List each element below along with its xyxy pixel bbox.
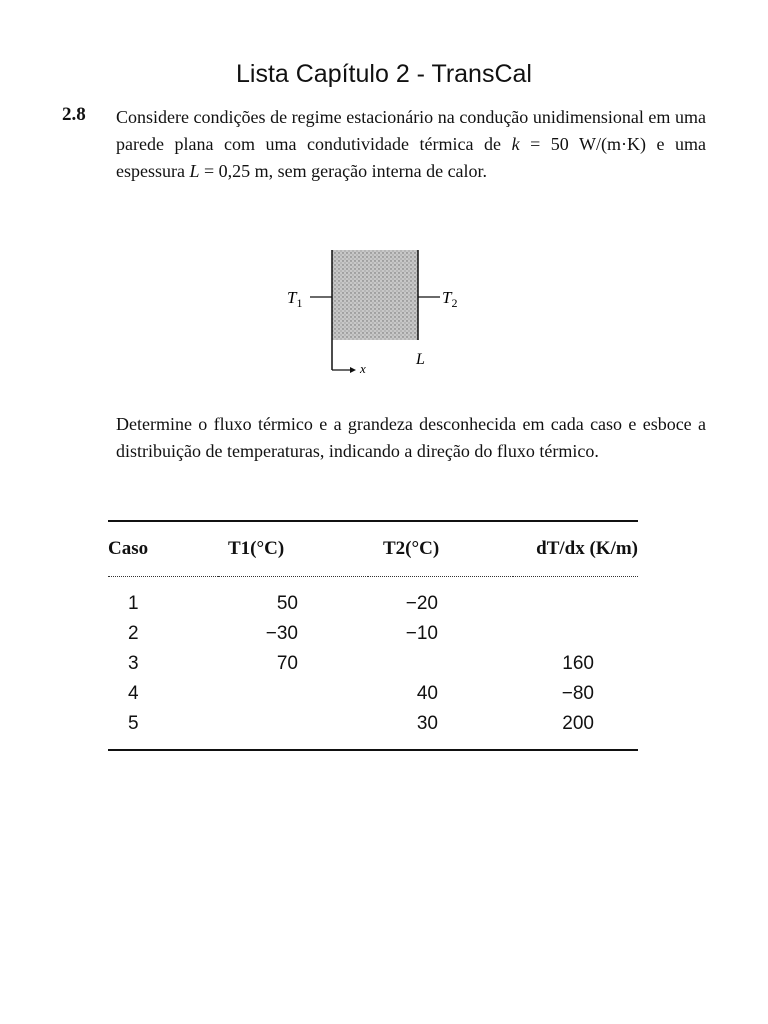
cell-gradient bbox=[513, 619, 638, 649]
page-title: Lista Capítulo 2 - TransCal bbox=[236, 60, 532, 88]
table-row bbox=[108, 679, 638, 709]
t2-subscript: 2 bbox=[451, 296, 458, 310]
table-row bbox=[108, 649, 638, 679]
L-value: = 0,25 m, sem geração interna de calor. bbox=[199, 161, 488, 181]
table-row bbox=[108, 577, 638, 620]
cell-gradient: −80 bbox=[561, 683, 594, 704]
header-t2: T2(°C) bbox=[368, 521, 513, 577]
cell-t1: −30 bbox=[265, 623, 298, 644]
t1-label bbox=[287, 288, 302, 310]
t2-label bbox=[442, 288, 457, 310]
header-t1: T1(°C) bbox=[218, 521, 368, 577]
cell-caso: 3 bbox=[128, 653, 139, 674]
cell-t2: 40 bbox=[416, 683, 438, 704]
x-axis-arrowhead bbox=[350, 367, 356, 373]
cell-t1: 50 bbox=[276, 593, 298, 614]
cases-table bbox=[108, 520, 638, 751]
t1-subscript: 1 bbox=[296, 296, 303, 310]
table-row bbox=[108, 619, 638, 649]
problem-question: Determine o fluxo térmico e a grandeza desconhecida em cada caso e esboce a distribuição de temperaturas, indicando a direção do fluxo térmico. bbox=[116, 414, 706, 461]
plane-wall-figure bbox=[270, 240, 470, 380]
cell-caso: 4 bbox=[128, 683, 139, 704]
table-header-row bbox=[108, 521, 638, 577]
cell-gradient bbox=[513, 577, 638, 620]
cell-caso: 2 bbox=[128, 623, 139, 644]
header-caso: Caso bbox=[108, 521, 218, 577]
x-axis-label: x bbox=[360, 361, 366, 376]
cell-caso: 1 bbox=[128, 593, 139, 614]
k-symbol: k bbox=[511, 134, 520, 154]
cell-t2: −20 bbox=[405, 593, 438, 614]
wall-material bbox=[332, 250, 418, 340]
problem-statement bbox=[116, 104, 706, 185]
header-gradient: dT/dx (K/m) bbox=[513, 521, 638, 577]
cell-t2: 30 bbox=[368, 709, 513, 750]
cell-gradient: 200 bbox=[513, 709, 638, 750]
cell-t2: −10 bbox=[405, 623, 438, 644]
k-value: = 50 W/(m·K) e uma espessura bbox=[116, 134, 706, 181]
thickness-label: L bbox=[416, 351, 425, 368]
t2-letter: T bbox=[442, 288, 452, 307]
cases-table-wrapper bbox=[108, 520, 638, 751]
statement-part1: Considere condições de regime estacionário na condução unidimensional em uma parede plana com uma condutividade térmica de bbox=[116, 107, 706, 154]
cell-t1 bbox=[218, 709, 368, 750]
problem-number: 2.8 bbox=[62, 104, 86, 125]
cell-t1 bbox=[218, 679, 368, 709]
t1-letter: T bbox=[287, 288, 297, 307]
cell-gradient: 160 bbox=[562, 653, 594, 674]
table-row bbox=[108, 709, 638, 750]
L-symbol: L bbox=[189, 161, 200, 181]
cell-t2 bbox=[368, 649, 513, 679]
cell-t1: 70 bbox=[276, 653, 298, 674]
cell-caso: 5 bbox=[108, 709, 218, 750]
